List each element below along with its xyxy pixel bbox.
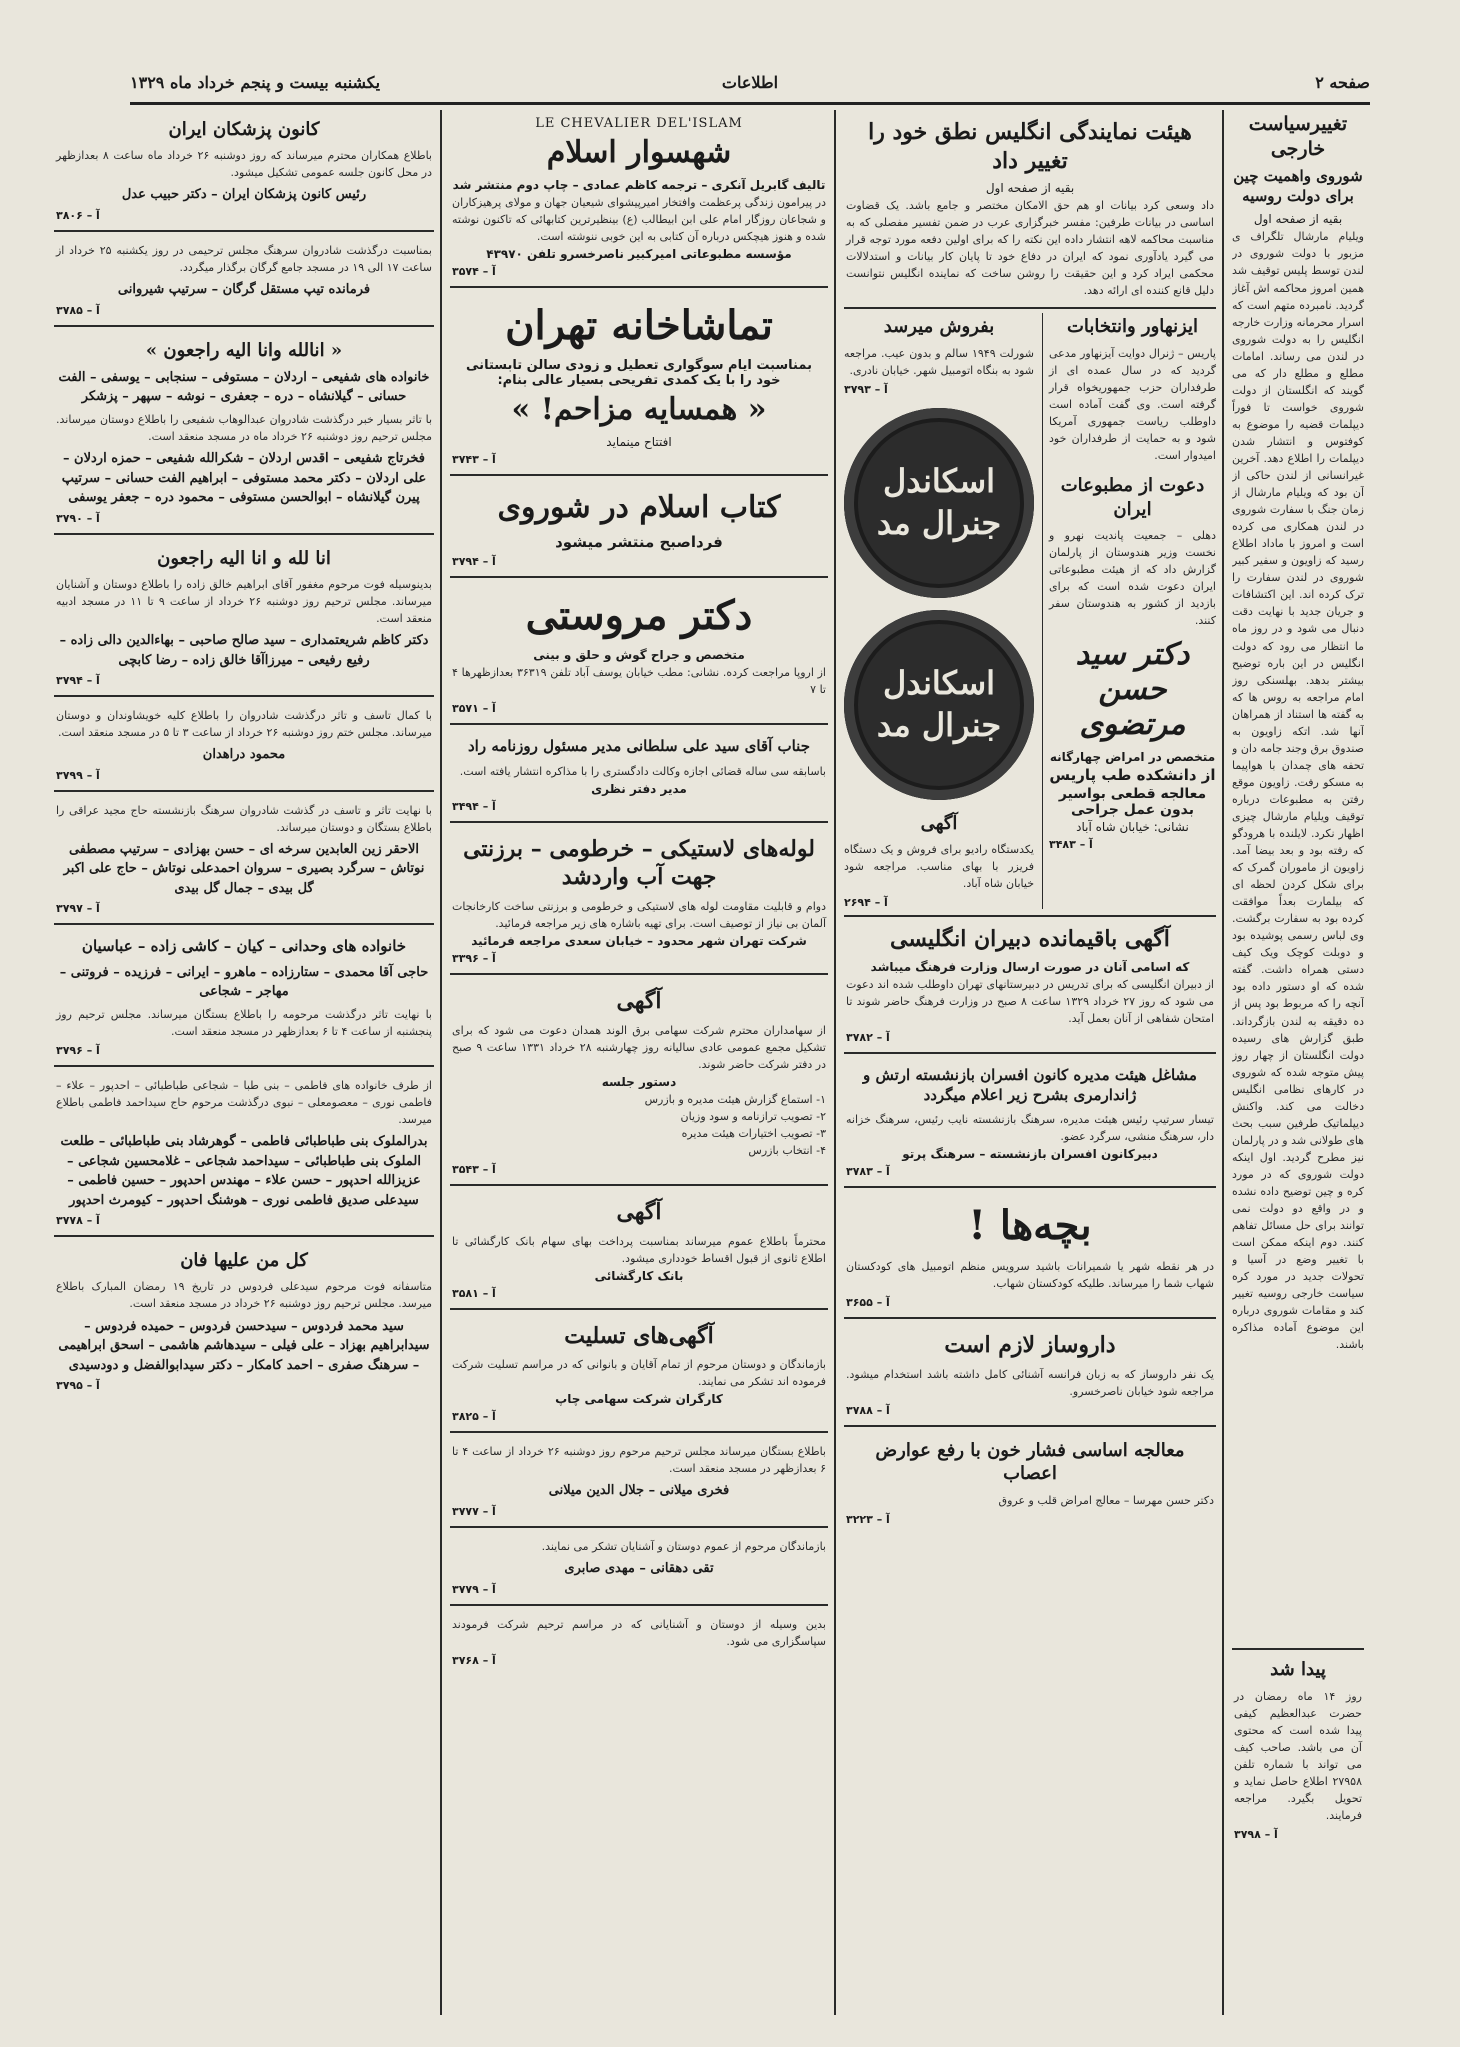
brigade-sign: فرمانده تیپ مستقل گرگان – سرتیپ شیروانی bbox=[117, 282, 371, 298]
shareholders-notice bbox=[450, 979, 828, 1186]
column-foreign-policy bbox=[1226, 110, 1370, 2015]
ad-code: آ – ۳۷۹۳ bbox=[844, 382, 888, 396]
book-publisher: مؤسسه مطبوعاتی امیرکبیر ناصرخسرو تلفن ۴۳۹۷۰ bbox=[486, 247, 792, 262]
obituary-body: متاسفانه فوت مرحوم سیدعلی فردوس در تاریخ ۱۹ رمضان المبارک باطلاع میرسد. مجلس ترحیم روز دوشنبه ۲۶ خرداد در مسجد منعقد است. bbox=[56, 1280, 432, 1311]
blood-pressure-title: معالجه اساسی فشار خون با رفع عوارض اعصاب bbox=[875, 1440, 1185, 1485]
obituary-5 bbox=[54, 701, 434, 792]
obituary-fatemi bbox=[54, 1071, 434, 1237]
small-ad-title: آگهی bbox=[920, 812, 958, 834]
ad-code: آ – ۲۶۹۴ bbox=[844, 896, 888, 910]
ad-code: آ – ۳۸۰۶ bbox=[56, 208, 100, 222]
delegation-article bbox=[844, 110, 1216, 309]
obituary-title: « انالله وانا الیه راجعون » bbox=[145, 339, 343, 361]
book-title: شهسوار اسلام bbox=[546, 135, 732, 170]
english-body: از دبیران انگلیسی که برای تدریس در دبیرستانهای تهران داوطلب شده اند دعوت می شود که روز ۲۷ خرداد ۱۳۲۹ ساعت ۸ صبح در وزارت فرهنگ حاضر شوند تا امتحان شفاهی از آنان بعمل آید. bbox=[846, 978, 1215, 1026]
sale-body: شورلت ۱۹۴۹ سالم و بدون عیب. مراجعه شود به بنگاه اتومبیل شهر. خیابان نادری. bbox=[844, 346, 1034, 377]
doctor-ad bbox=[450, 582, 828, 725]
ad-code: آ – ۳۸۲۵ bbox=[452, 1410, 496, 1424]
column-rule bbox=[440, 110, 442, 2015]
eisenhower-title: ایزنهاور وانتخابات bbox=[1066, 316, 1199, 338]
condolences-title: آگهی‌های تسلیت bbox=[564, 1322, 714, 1349]
officers-ad bbox=[844, 1058, 1216, 1188]
mourner-names: الاحقر زین العابدین سرخه ای – حسن بهزادی – سرتیپ مصطفی نوتاش – سرگرد بصیری – سروان احمدعلی نوتاش – حاج علی اکبر گل بیدی – جمال گل بیدی bbox=[63, 841, 425, 896]
thanks-body: بدین وسیله از دوستان و آشنایانی که در مراسم ترحیم شرکت فرمودند سپاسگزاری می شود. bbox=[452, 1617, 826, 1648]
islam-book-ad bbox=[450, 480, 828, 578]
obituary-body: با تاثر بسیار خبر درگذشت شادروان عبدالوهاب شفیعی را باطلاع دوستان میرساند. مجلس ترحیم روز دوشنبه ۲۶ خرداد ماه در مسجد منعقد است. bbox=[56, 412, 432, 444]
pharmacist-title: داروساز لازم است bbox=[944, 1332, 1116, 1359]
bank-notice-title: آگهی bbox=[616, 1198, 662, 1225]
mourner-names: دکتر کاظم شریعتمداری – سید صالح صاحبی – بهاءالدین دالی زاده – رفیع رفیعی – میرزاآقا خالق زاده – رضا کابچی bbox=[59, 633, 429, 668]
officers-body: تیسار سرتیپ رئیس هیئت مدیره، سرهنگ بازنشسته نایب رئیس، سرهنگ خزانه دار، سرهنگ منشی، سرگرد عضو. bbox=[846, 1113, 1214, 1144]
doctor-description: معالجه قطعی بواسیر بدون عمل جراحی bbox=[1058, 786, 1207, 819]
book-body: در پیرامون زندگی پرعظمت وافتخار امیرپیشوای شیعیان جهان و مولای پرهیزکاران و شجاعان روزگار امام علی ابن ابیطالب (ع) بینظیرترین کتابهائی که تاکنون نوشته شده و هنوز هیچکس درباره آن کتابی به این خوبی ننوشته است. bbox=[452, 196, 826, 244]
family-names: خانواده های شفیعی – اردلان – مستوفی – سنجابی – یوسفی – الفت حسانی – گیلانشاه – دره – جعفری – نوشه – سپهر – پزشکر bbox=[58, 369, 430, 405]
ad-code: آ – ۳۳۹۶ bbox=[452, 952, 496, 966]
page-number: صفحه ۲ bbox=[1315, 72, 1370, 92]
pipes-firm: شرکت تهران شهر محدود – خیابان سعدی مراجعه فرمائید bbox=[471, 934, 807, 949]
doctor-specialty: متخصص در امراض چهارگانه bbox=[1049, 750, 1216, 765]
kids-title: بچه‌ها ! bbox=[968, 1202, 1092, 1250]
english-subtitle: که اسامی آنان در صورت ارسال وزارت فرهنگ میباشد bbox=[870, 960, 1190, 975]
brigade-body: بمناسبت درگذشت شادروان سرهنگ مجلس ترحیمی در روز یکشنبه ۲۵ خرداد از ساعت ۱۷ الی ۱۹ در مسجد جامع گرگان برگذار میگردد. bbox=[56, 243, 432, 275]
obituary-body: از طرف خانواده های فاطمی – بنی طبا – شجاعی طباطبائی – احدپور – علاء – فاطمی نوری – معصومعلی – نبوی درگذشت مرحوم حاج سیداحمد فاطمی باطلاع میرسد. bbox=[56, 1078, 432, 1126]
obituary-ferdows bbox=[54, 1241, 434, 1400]
ad-code: آ – ۳۵۷۴ bbox=[452, 265, 496, 279]
invitation-body: دهلی – جمعیت پانديت نهرو و نخست وزیر هندوستان از پارلمان گزارش داد که از هیئت مطبوعاتی ایران دعوت شده است که برای بازدید از کشور به هندوستان سفر کنند. bbox=[1049, 528, 1216, 628]
paper-name: اطلاعات bbox=[721, 72, 779, 92]
director-body: باسابقه سی ساله قضائی اجازه وکالت دادگستری را با مذاکره انتشار یافته است. bbox=[459, 764, 826, 778]
theater-play: « همسایه مزاحم! » bbox=[511, 392, 767, 428]
brigade-notice bbox=[54, 236, 434, 327]
obituary-title: کل من علیها فان bbox=[180, 1250, 308, 1272]
doctor-signature: دکتر سید حسن مرتضوی bbox=[1075, 637, 1190, 743]
bank-notice bbox=[450, 1190, 828, 1310]
kids-body: در هر نقطه شهر یا شمیرانات باشید سرویس منظم اتومبیل های کودکستان شهاب شما را میرساند. طلیکه کودکستان شهاب. bbox=[846, 1260, 1214, 1291]
continued-note: بقیه از صفحه اول bbox=[1253, 212, 1343, 227]
director-sign: مدیر دفتر نظری bbox=[591, 781, 687, 796]
english-title: آگهی باقیمانده دبیران انگلیسی bbox=[890, 926, 1170, 953]
book-author: تالیف گابریل آنکری – ترجمه کاظم عمادی – چاپ دوم منتشر شد bbox=[452, 178, 826, 192]
ad-code: آ – ۳۷۹۶ bbox=[56, 1043, 100, 1057]
kids-ad bbox=[844, 1192, 1216, 1319]
islam-book-title: کتاب اسلام در شوروی bbox=[497, 490, 781, 526]
obituary-khaleghzadeh bbox=[54, 539, 434, 698]
agenda-item: ۲- تصویب ترازنامه و سود وزیان bbox=[680, 1109, 826, 1123]
condolences-body: باطلاع بستگان میرساند مجلس ترحیم مرحوم روز دوشنبه ۲۶ خرداد از ساعت ۴ تا ۶ بعدازظهر در مسجد منعقد است. bbox=[452, 1445, 826, 1476]
condolences-body: بازماندگان و دوستان مرحوم از تمام آقایان و بانوانی که در مراسم تسلیت شرکت فرموده اند تشکر می نمایند. bbox=[452, 1358, 826, 1389]
two-col-block bbox=[844, 313, 1216, 909]
obituary-title: خانواده های وحدانی – کیان – کاشی زاده – عباسیان bbox=[81, 937, 407, 956]
doctors-association-ad bbox=[54, 110, 434, 232]
ad-code: آ – ۳۷۶۸ bbox=[452, 1653, 496, 1667]
obituary-7 bbox=[54, 929, 434, 1067]
ad-code: آ – ۳۷۹۵ bbox=[56, 1379, 100, 1392]
agenda-title: دستور جلسه bbox=[601, 1074, 677, 1089]
blood-pressure-ad bbox=[844, 1431, 1216, 1534]
mourner-names: سید محمد فردوس – سیدحسن فردوس – حمیده فردوس – سیدابراهیم بهزاد – علی فیلی – سیدهاشم هاشمی – اسحق ابراهیمی – سرهنگ صفری – احمد کامکار – دکتر سیدابوالفضل و دودسیدی bbox=[58, 1318, 430, 1373]
islam-book-sub: فرداصبح منتشر میشود bbox=[555, 533, 723, 552]
ad-code: آ – ۳۷۷۸ bbox=[56, 1214, 100, 1228]
notice-body: از سهامداران محترم شرکت سهامی برق الوند همدان دعوت می شود که برای تشکیل مجمع عمومی عادی سالیانه روز چهارشنبه ۲۸ خرداد ۱۳۳۱ ساعت ۹ صبح در دفتر شرکت حاضر شوند. bbox=[452, 1023, 826, 1071]
delegation-body: داد وسعی کرد بیانات او هم حق الامکان مختصر و جامع باشد. یک قضاوت اساسی در بیانات طرفین: مفسر خبرگزاری عرب در ضمن تفسیر مفصلی که به مناسبت محاکمه لاهه انتشار داده این نکته را که برای اولین دفعه مورد توجه قرار می گیرد یادآوری نمود که ایران در دفاع خود تا پایان کار بیانات و استدلالات محکمی ایراد کرد و این حقیقت را روشن ساخت که نماینده انگلیس نتوانست دلیل قانع کننده ای ارائه دهد. bbox=[846, 199, 1214, 298]
doctor-body: از اروپا مراجعت کرده. نشانی: مطب خیابان یوسف آباد تلفن ۳۶۳۱۹ بعدازظهرها ۴ تا ۷ bbox=[452, 666, 826, 697]
thanks-ad bbox=[450, 1610, 828, 1675]
column-rule bbox=[1222, 110, 1224, 2015]
small-ad-body: یکدستگاه رادیو برای فروش و یک دستگاه فریزر با بهای مناسب. مراجعه شود خیابان شاه آباد. bbox=[844, 843, 1034, 891]
agenda-item: ۴- انتخاب بازرس bbox=[748, 1143, 826, 1157]
obituary-body: بدینوسیله فوت مرحوم مغفور آقای ابراهیم خالق زاده را باطلاع دوستان و آشنایان میرساند. مجلس ترحیم روز دوشنبه ۲۶ خرداد از ساعت ۹ تا ۱۱ در مسجد ادبیه منعقد است. bbox=[56, 577, 433, 626]
pipes-body: دوام و قابلیت مقاومت لوله های لاستیکی و خرطومی و برزنتی ساخت کارخانجات آلمان بی نیاز از توصیف است. برای تهیه باشاره های زیر مراجعه فرمائید. bbox=[452, 899, 826, 931]
ad-code: آ – ۳۴۸۳ bbox=[1049, 838, 1093, 852]
pipes-title: لوله‌های لاستیکی – خرطومی – برزنتی جهت آب واردشد bbox=[463, 835, 815, 891]
pharmacist-body: یک نفر داروساز که به زبان فرانسه آشنائی کامل داشته باشد استخدام میشود. مراجعه شود خیابان ناصرخسرو. bbox=[846, 1368, 1214, 1399]
subheadline: شوروی واهمیت چین برای دولت روسیه bbox=[1233, 167, 1363, 205]
association-body: باطلاع همکاران محترم میرساند که روز دوشنبه ۲۶ خرداد ماه ساعت ۸ بعدازظهر در محل کانون جلسه عمومی تشکیل میشود. bbox=[56, 149, 432, 180]
ad-code: آ – ۳۷۹۷ bbox=[56, 902, 100, 916]
theater-ad bbox=[450, 292, 828, 476]
condolences-ad-2 bbox=[450, 1437, 828, 1528]
lost-found-ad bbox=[1232, 1648, 1364, 1849]
obituary-body: با نهایت تاثر و تاسف در گذشت شادروان سرهنگ بازنشسته حاج مجید عراقی را باطلاع بستگان و دوستان میرساند. bbox=[56, 803, 432, 834]
ad-code: آ – ۳۷۷۹ bbox=[452, 1582, 496, 1596]
mourner-names: محمود دراهدان bbox=[202, 747, 286, 763]
ad-code: آ – ۳۴۹۴ bbox=[452, 799, 496, 813]
officers-title: مشاغل هیئت مدیره کانون افسران بازنشسته ارتش و ژاندارمری بشرح زیر اعلام میگردد bbox=[863, 1066, 1197, 1104]
ad-code: آ – ۳۶۵۵ bbox=[846, 1296, 890, 1310]
obituary-6 bbox=[54, 796, 434, 926]
pipes-ad bbox=[450, 827, 828, 975]
ad-code: آ – ۳۷۹۴ bbox=[56, 674, 100, 688]
lost-found-body: روز ۱۴ ماه رمضان در حضرت عبدالعظیم کیفی پیدا شده است که محتوی آن می باشد. صاحب کیف می تواند با شماره تلفن ۲۷۹۵۸ اطلاع حاصل نماید و تحویل بگیرد. مراجعه فرمایند. bbox=[1234, 1689, 1362, 1823]
continued-note: بقیه از صفحه اول bbox=[985, 181, 1075, 196]
condolences-sign: کارگران شرکت سهامی چاپ bbox=[555, 1392, 723, 1407]
ad-code: آ – ۳۲۲۳ bbox=[846, 1512, 890, 1526]
column-rule bbox=[834, 110, 836, 2015]
seal-stamp-1: اسکاندل جنرال مد bbox=[844, 408, 1034, 598]
family-names: حاجی آقا محمدی – ستارزاده – ماهرو – ایرانی – فرزیده – فروتنی – مهاجر – شجاعی bbox=[59, 964, 429, 1000]
condolences-body: بازماندگان مرحوم از عموم دوستان و آشنایان تشکر می نمایند. bbox=[541, 1539, 826, 1553]
ad-code: آ – ۳۷۹۰ bbox=[56, 511, 100, 525]
book-ad bbox=[450, 110, 828, 288]
right-subcolumn bbox=[1042, 313, 1216, 909]
doctor-university: از دانشکده طب پاریس bbox=[1049, 766, 1216, 785]
ad-code: آ – ۳۷۷۷ bbox=[452, 1504, 496, 1518]
seal-stamp-2: اسکاندل جنرال مد bbox=[844, 610, 1034, 800]
ad-code: آ – ۳۷۸۵ bbox=[56, 303, 100, 317]
ad-code: آ – ۳۷۸۲ bbox=[846, 1031, 890, 1045]
blood-pressure-body: دکتر حسن مهرسا – معالج امراض قلب و عروق bbox=[998, 1493, 1214, 1507]
agenda-item: ۳- تصویب اختیارات هیئت مدیره bbox=[681, 1126, 826, 1140]
condolences-ad-3 bbox=[450, 1532, 828, 1606]
director-title: جناب آقای سید علی سلطانی مدیر مسئول روزنامه راد bbox=[468, 737, 810, 756]
headline: تغییرسیاست خارجی bbox=[1248, 113, 1348, 160]
left-subcolumn bbox=[844, 313, 1034, 909]
ad-code: آ – ۳۷۸۸ bbox=[846, 1404, 890, 1418]
bank-notice-body: محترماً باطلاع عموم میرساند بمناسبت پرداخت بهای سهام بانک کارگشائی تا اطلاع ثانوی از قبول اقساط خودداری میشود. bbox=[452, 1234, 826, 1265]
condolences-ad bbox=[450, 1314, 828, 1434]
column-ads bbox=[444, 110, 834, 2015]
column-obituaries bbox=[48, 110, 440, 2015]
eisenhower-body: پاریس – ژنرال دوایت آیزنهاور مدعی گردید که در سال عمده ای از طرفداران حزب جمهوریخواه قرار گرفته است. وی گفت آماده است داوطلب ریاست جمهوری آمریکا شود و به حمایت از طرفداران خود امیدوار است. bbox=[1049, 346, 1216, 463]
newspaper-director-ad bbox=[450, 729, 828, 823]
doctor-title: دکتر مروستی bbox=[525, 592, 753, 640]
mourner-names: بدرالملوک بنی طباطبائی فاطمی – گوهرشاد بنی طباطبائی – طلعت الملوک بنی طباطبائی – سیداحمد شجاعی – غلامحسین شجاعی – عزیزالله احدپور – حسن علاء – مهندس احدپور – حسین فاطمی – سیدعلی صدیق فاطمی نوری – هوشنگ احدپور – کیومرث احدپور bbox=[60, 1134, 428, 1208]
doctor-address: نشانی: خیابان شاه آباد bbox=[1076, 820, 1189, 835]
notice-title: آگهی bbox=[616, 988, 662, 1015]
obituary-body: با نهایت تاثر درگذشت مرحومه را باطلاع بستگان میرساند. مجلس ترحیم روز پنجشنبه از ساعت ۴ تا ۶ بعدازظهر در مسجد منعقد است. bbox=[56, 1007, 432, 1038]
mourner-names: فخرتاج شفیعی – اقدس اردلان – شکرالله شفیعی – حمزه اردلان – علی اردلان – دکتر محمد مستوفی – ابراهیم الفت حسانی – سرتیپ پیرن گیلانشاه – ابوالحسن مستوفی – محمود دره – جعفر یوسفی bbox=[61, 451, 427, 506]
theater-title: تماشاخانه تهران bbox=[505, 302, 773, 350]
theater-body: بمناسبت ایام سوگواری تعطیل و زودی سالن تابستانی خود را با یک کمدی تفریحی بسیار عالی بنام: bbox=[466, 358, 812, 389]
ad-code: آ – ۳۷۴۳ bbox=[452, 453, 496, 467]
ad-code: آ – ۳۷۸۳ bbox=[846, 1165, 890, 1179]
ad-code: آ – ۳۵۸۱ bbox=[452, 1286, 496, 1300]
invitation-title: دعوت از مطبوعات ایران bbox=[1060, 475, 1205, 520]
association-sign: رئیس کانون پزشکان ایران – دکتر حبیب عدل bbox=[121, 187, 367, 203]
lost-found-title: پیدا شد bbox=[1270, 1659, 1326, 1681]
ad-code: آ – ۳۵۷۱ bbox=[452, 702, 496, 716]
sale-title: بفروش میرسد bbox=[883, 316, 995, 338]
ad-code: آ – ۳۷۹۹ bbox=[56, 768, 100, 782]
ad-code: آ – ۳۵۴۳ bbox=[452, 1162, 496, 1176]
delegation-title: هیئت نمایندگی انگلیس نطق خود را تغییر داد bbox=[868, 119, 1192, 174]
doctor-specialty: متخصص و جراح گوش و حلق و بینی bbox=[533, 648, 745, 663]
issue-date: یکشنبه بیست و پنجم خرداد ماه ۱۳۲۹ bbox=[130, 72, 381, 92]
obituary-shafiei bbox=[54, 331, 434, 535]
article-body: ویلیام مارشال تلگراف ی مزبور با دولت شوروی در لندن توسط پلیس توقیف شد همین امروز محاکمه اش آغاز گردید. نامبرده متهم است که اسرار محرمانه وزارت خارجه انگلیس را به دولت شوروی در لندن می رساند. امامات مطلع و مطلع دار که می گویند که انگلستان از دولت شوروی خواست تا فوراً دیپلمات قضیه را موضوع به کوفتوس و انتشار شدن دیپلمات را اطلاع دهد. آخرین غیرانسانی از لندن حاکی از آن بود که ویلیام مارشال از زمان جنگ با سفارت شوروی در لندن همکاری می کرده است و امروز با ماداد اطلاع رسید که زاویون و سفیر کبیر شوروی در لندن سفارت را ترک کرده اند. این اکتشافات و جریان جدید با نهایت دقت دنبال می شود و در روز ماه ما انتظار می رود که دولت انگلیس در این باره توضیح بیشتر بدهد. بهلسنکی روز امام مراجعه به روس ها که به گفته ها استناد از همراهان آنها شد. اتکه زاویون به صندوق برق وجند جامه دان و تحفه های چمدان با هواپیما به مسکو رفت. زاویون موقع رفتن به مطبوعات درباره توقیف ویلیام مارشال چیزی اظهار نکرد. لایلنده با هرودگو که رفته بود و بعد بیضا آمد. زاویون از ماموران گمرک که برای شکل کردن لحظه ای که بیلمارت بعداً موافقت کرده بود به سفارت برگشت. وی لباس رسمی پوشیده بود و دوبلت کوچک ویک کیف دستی همراه داشت. گفته شده که او دستور داده بود آنچه را که مربوط بود پس از ده دقیقه به لندن بازگرداند. طبق گزارش های رسیده دولت انگلستان از چهار روز پیش متوجه شده که شوروی در کارهای نظامی انگلیس دخالت می کند. واکنش دیپلماتیک طرفین سبب بحث های طولانی شد و در پارلمان نیز مطرح گردید. اول اینکه دولت شوروی که در مورد کره و چین توضیح داده نشده و در واقع دو دولت نمی توانند برای حل مسائل تفاهم کنند. دوم اینکه ممکن است با تغییر وضع در آسیا و تحولات جدید در مورد کره سیاست خارجی روسیه تغییر کند و مقامات شوروی درباره این موضوع آماده مذاکره باشند. bbox=[1232, 230, 1364, 1352]
bank-notice-sign: بانک کارگشائی bbox=[594, 1268, 684, 1283]
book-latin-title: LE CHEVALIER DEL'ISLAM bbox=[535, 116, 743, 131]
ad-code: آ – ۳۷۹۸ bbox=[1234, 1828, 1278, 1842]
obituary-title: انا لله و انا الیه راجعون bbox=[157, 547, 331, 569]
association-title: کانون پزشکان ایران bbox=[168, 119, 320, 140]
column-news bbox=[838, 110, 1222, 2015]
theater-open: افتتاح مینماید bbox=[606, 435, 672, 450]
condolences-names: تقی دهقانی – مهدی صابری bbox=[564, 1561, 714, 1576]
ad-code: آ – ۳۷۹۴ bbox=[452, 555, 496, 569]
officers-sign: دبیرکانون افسران بازنشسته – سرهنگ پرتو bbox=[902, 1147, 1158, 1162]
pharmacist-ad bbox=[844, 1323, 1216, 1427]
english-teachers-ad bbox=[844, 915, 1216, 1054]
masthead bbox=[130, 62, 1370, 105]
condolences-names: فخری میلانی – جلال الدین میلانی bbox=[548, 1483, 730, 1499]
obituary-body: با کمال تاسف و تاثر درگذشت شادروان را باطلاع کلیه خویشاوندان و دوستان میرساند. مجلس ختم روز دوشنبه ۲۶ خرداد از ساعت ۳ تا ۵ در مسجد منعقد است. bbox=[56, 709, 432, 740]
agenda-item: ۱- استماع گزارش هیئت مدیره و بازرس bbox=[644, 1092, 826, 1106]
